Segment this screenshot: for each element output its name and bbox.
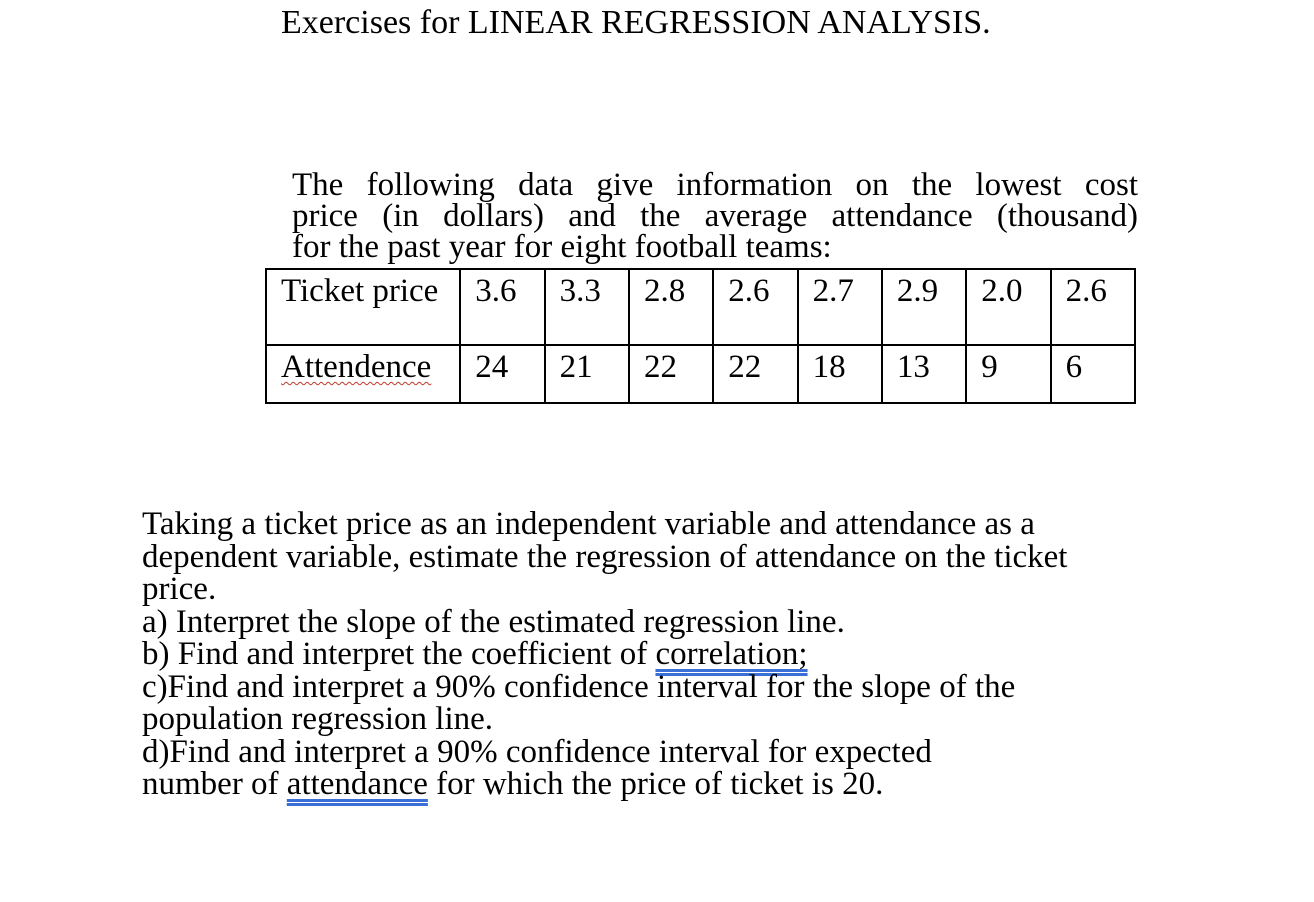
spellcheck-word: Attendence: [281, 349, 432, 385]
item-d-text-start: number of: [142, 766, 287, 802]
item-c-line-1: c)Find and interpret a 90% confidence interval for the slope of the: [142, 668, 1016, 705]
data-table: [265, 268, 1136, 404]
table-row-attendance: [266, 345, 1135, 403]
intro-line-3: for the past year for eight football teams:: [292, 229, 832, 265]
table-cell: 18: [798, 345, 882, 403]
question-line-2: dependent variable, estimate the regression of attendance on the ticket: [142, 538, 1068, 575]
table-cell: 9: [966, 345, 1050, 403]
item-d-line-2: [142, 768, 1172, 801]
table-cell: 22: [713, 345, 797, 403]
table-cell: 2.9: [882, 269, 966, 345]
intro-line-1: The following data give information on the lowest cost: [292, 167, 1138, 203]
item-c-line-2: population regression line.: [142, 701, 494, 737]
table-cell: 2.0: [966, 269, 1050, 345]
grammar-flagged-word: attendance: [286, 766, 428, 802]
table-cell: 3.6: [460, 269, 544, 345]
grammar-flagged-word: correlation;: [655, 636, 808, 672]
table-cell: 22: [629, 345, 713, 403]
table-cell: 21: [545, 345, 629, 403]
item-d-text-end: for which the price of ticket is 20.: [427, 766, 884, 802]
table-cell: 13: [882, 345, 966, 403]
intro-paragraph: [292, 167, 1138, 265]
item-b-text: b) Find and interpret the coefficient of: [142, 636, 656, 672]
table-cell: 6: [1051, 345, 1135, 403]
item-d-line-1: d)Find and interpret a 90% confidence interval for expected: [142, 733, 932, 770]
item-a: a) Interpret the slope of the estimated regression line.: [142, 603, 845, 640]
table-cell: 2.6: [713, 269, 797, 345]
question-line-1: Taking a ticket price as an independent variable and attendance as a: [142, 506, 1035, 542]
item-b: [142, 638, 1172, 671]
row-label-attendance: [266, 345, 460, 403]
question-block: [142, 508, 1172, 801]
table-cell: 24: [460, 345, 544, 403]
table-row-ticket-price: [266, 269, 1135, 345]
table-cell: 2.6: [1051, 269, 1135, 345]
table-cell: 2.7: [798, 269, 882, 345]
row-label-ticket-price: Ticket price: [266, 269, 460, 345]
page-title: Exercises for LINEAR REGRESSION ANALYSIS.: [281, 4, 991, 41]
table-cell: 3.3: [545, 269, 629, 345]
intro-line-2: price (in dollars) and the average attendance (thousand): [292, 198, 1138, 234]
question-line-3: price.: [142, 571, 217, 607]
table-cell: 2.8: [629, 269, 713, 345]
